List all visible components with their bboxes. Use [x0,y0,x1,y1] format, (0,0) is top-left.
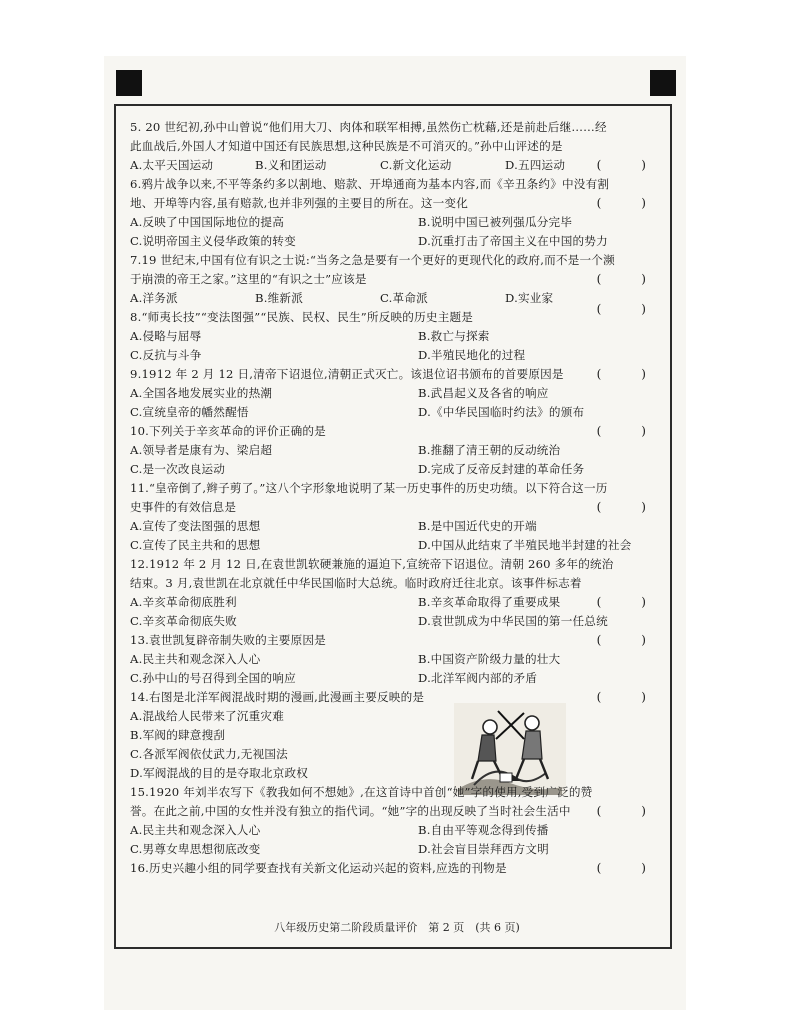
option-a[interactable]: A.民主共和观念深入人心 [130,823,261,837]
answer-bracket[interactable]: ( ) [596,633,660,647]
answer-bracket[interactable]: ( ) [596,302,660,316]
option-c[interactable]: C.宣传了民主共和的思想 [130,538,261,552]
question-stem: 11.“皇帝倒了,辫子剪了。”这八个字形象地说明了某一历史事件的历史功绩。以下符合这一历史事件的有效信息是 [130,481,608,514]
option-b[interactable]: B.救亡与探索 [418,329,490,343]
option-c[interactable]: C.宣统皇帝的幡然醒悟 [130,405,249,419]
option-c[interactable]: C.孙中山的号召得到全国的响应 [130,671,296,685]
option-a[interactable]: A.混战给人民带来了沉重灾难 [130,709,284,723]
question-stem: 8.“师夷长技”“变法图强”“民族、民权、民生”所反映的历史主题是 [130,310,474,324]
question-13 [130,631,660,688]
option-b[interactable]: B.推翻了清王朝的反动统治 [418,443,561,457]
answer-bracket[interactable]: ( ) [596,158,660,172]
question-stem: 6.鸦片战争以来,不平等条约多以割地、赔款、开埠通商为基本内容,而《辛丑条约》中没有割地、开埠等内容,虽有赔款,也并非列强的主要目的所在。这一变化 [130,177,610,210]
option-a[interactable]: A.侵略与屈辱 [130,329,202,343]
option-b[interactable]: B.中国资产阶级力量的壮大 [418,652,561,666]
option-b[interactable]: B.军阀的肆意搜刮 [130,728,226,742]
answer-bracket[interactable]: ( ) [596,595,660,609]
option-d[interactable]: D.袁世凯成为中华民国的第一任总统 [418,614,608,628]
question-11 [130,479,660,555]
option-d[interactable]: D.社会盲目崇拜西方文明 [418,842,549,856]
question-7 [130,251,660,308]
option-row [130,156,660,175]
option-a[interactable]: A.洋务派 [130,291,178,305]
question-stem: 7.19 世纪末,中国有位有识之士说:“当务之急是要有一个更好的更现代化的政府,而不是一个濒于崩溃的帝王之家。”这里的“有识之士”应该是 [130,253,615,286]
option-c[interactable]: C.各派军阀依仗武力,无视国法 [130,747,288,761]
question-stem: 5. 20 世纪初,孙中山曾说“他们用大刀、肉体和联军相搏,虽然伤亡枕藉,还是前赴后继……经此血战后,外国人才知道中国还有民族思想,这种民族是不可消灭的。”孙中山评述的是 [130,120,607,153]
option-row [130,384,660,422]
option-d[interactable]: D.《中华民国临时约法》的颁布 [418,405,585,419]
question-9 [130,365,660,422]
option-c[interactable]: C.说明帝国主义侵华政策的转变 [130,234,296,248]
option-row [130,593,660,631]
option-c[interactable]: C.是一次改良运动 [130,462,226,476]
option-row [130,517,660,555]
question-stem: 14.右图是北洋军阀混战时期的漫画,此漫画主要反映的是 [130,690,425,704]
option-a[interactable]: A.辛亥革命彻底胜利 [130,595,237,609]
option-d[interactable]: D.半殖民地化的过程 [418,348,526,362]
option-b[interactable]: B.辛亥革命取得了重要成果 [418,595,561,609]
question-6 [130,175,660,251]
option-row [130,821,660,859]
question-12 [130,555,660,631]
option-c[interactable]: C.反抗与斗争 [130,348,202,362]
question-list [130,118,660,878]
option-column [130,707,660,783]
question-stem: 16.历史兴趣小组的同学要查找有关新文化运动兴起的资料,应选的刊物是 [130,861,507,875]
option-c[interactable]: C.辛亥革命彻底失败 [130,614,237,628]
option-b[interactable]: B.自由平等观念得到传播 [418,823,549,837]
answer-bracket[interactable]: ( ) [596,367,660,381]
answer-bracket[interactable]: ( ) [596,500,660,514]
answer-bracket[interactable]: ( ) [596,196,660,210]
question-stem: 10.下列关于辛亥革命的评价正确的是 [130,424,326,438]
option-b[interactable]: B.是中国近代史的开端 [418,519,537,533]
question-stem: 9.1912 年 2 月 12 日,清帝下诏退位,清朝正式灭亡。该退位诏书颁布的首要原因是 [130,367,564,381]
option-b[interactable]: B.武昌起义及各省的响应 [418,386,549,400]
option-d[interactable]: D.五四运动 [505,158,566,172]
registration-mark-left [116,70,142,96]
question-14 [130,688,660,783]
option-row [130,289,660,308]
option-row [130,327,660,365]
option-b[interactable]: B.说明中国已被列强瓜分完毕 [418,215,573,229]
warlord-cartoon-image [454,703,566,795]
answer-bracket[interactable]: ( ) [596,272,660,286]
option-a[interactable]: A.民主共和观念深入人心 [130,652,261,666]
option-d[interactable]: D.实业家 [505,291,554,305]
answer-bracket[interactable]: ( ) [596,861,660,875]
question-stem: 13.袁世凯复辟帝制失败的主要原因是 [130,633,326,647]
question-15 [130,783,660,859]
answer-bracket[interactable]: ( ) [596,424,660,438]
page-footer: 八年级历史第二阶段质量评价 第 2 页 (共 6 页) [274,921,520,934]
answer-bracket[interactable]: ( ) [596,804,660,818]
option-d[interactable]: D.中国从此结束了半殖民地半封建的社会 [418,538,632,552]
option-a[interactable]: A.反映了中国国际地位的提高 [130,215,284,229]
option-c[interactable]: C.新文化运动 [380,158,452,172]
option-b[interactable]: B.义和团运动 [255,158,327,172]
question-stem: 15.1920 年刘半农写下《教我如何不想她》,在这首诗中首创“她”字的使用,受到广泛的赞誉。在此之前,中国的女性并没有独立的指代词。“她”字的出现反映了当时社会生活中 [130,785,593,818]
option-d[interactable]: D.完成了反帝反封建的革命任务 [418,462,585,476]
option-a[interactable]: A.宣传了变法图强的思想 [130,519,261,533]
option-row [130,650,660,688]
question-stem: 12.1912 年 2 月 12 日,在袁世凯软硬兼施的逼迫下,宣统帝下诏退位。清朝 260 多年的统治结束。3 月,袁世凯在北京就任中华民国临时大总统。临时政府迁往北京。该事件标志着 [130,557,614,590]
question-5 [130,118,660,175]
question-16 [130,859,660,878]
option-a[interactable]: A.太平天国运动 [130,158,214,172]
registration-mark-right [650,70,676,96]
option-a[interactable]: A.领导者是康有为、梁启超 [130,443,273,457]
option-row [130,441,660,479]
option-d[interactable]: D.军阀混战的目的是夺取北京政权 [130,766,309,780]
question-10 [130,422,660,479]
question-8 [130,302,660,365]
answer-bracket[interactable]: ( ) [596,690,660,704]
option-d[interactable]: D.北洋军阀内部的矛盾 [418,671,538,685]
option-c[interactable]: C.男尊女卑思想彻底改变 [130,842,261,856]
option-row [130,213,660,251]
option-a[interactable]: A.全国各地发展实业的热潮 [130,386,273,400]
option-d[interactable]: D.沉重打击了帝国主义在中国的势力 [418,234,608,248]
option-c[interactable]: C.革命派 [380,291,428,305]
option-b[interactable]: B.维新派 [255,291,303,305]
